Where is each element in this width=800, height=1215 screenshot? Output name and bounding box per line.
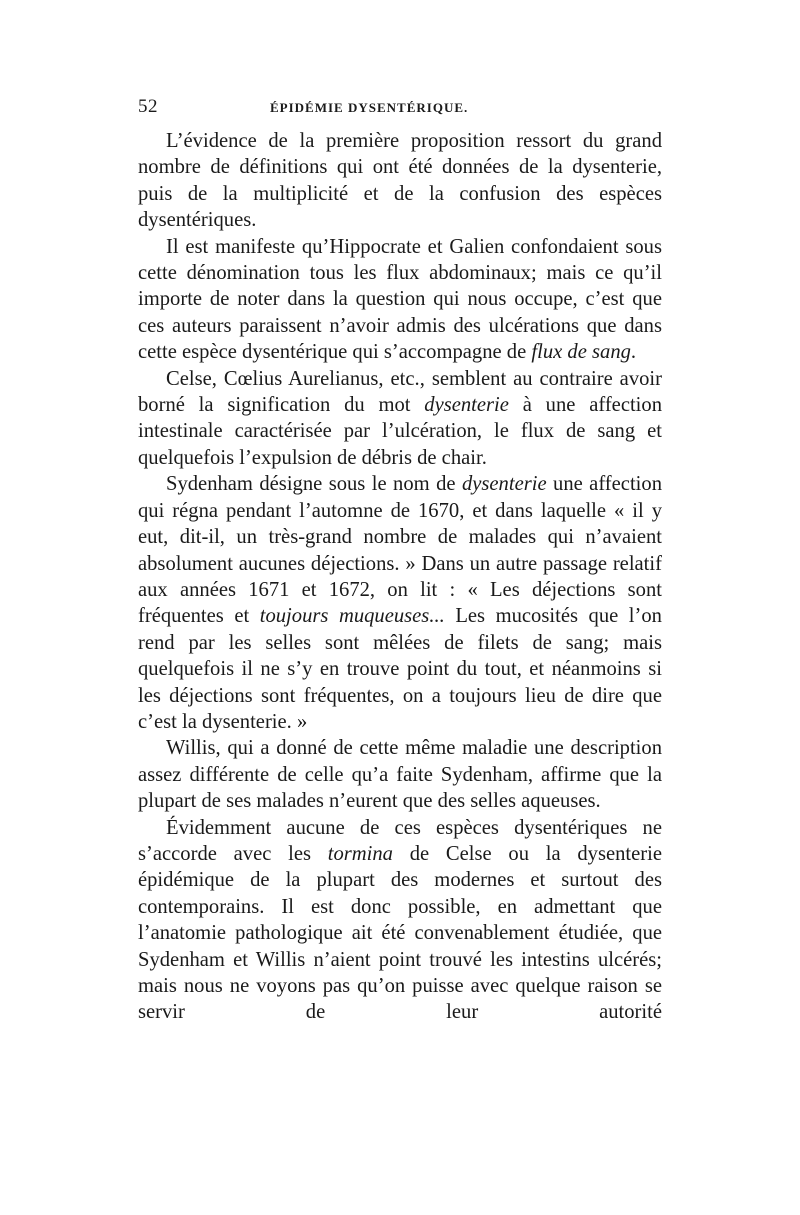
running-header: [138, 96, 662, 122]
page-number: 52: [138, 96, 158, 117]
paragraph-text: L’évidence de la première proposition ressort du grand nombre de définitions qui ont été données de la dysenterie, puis de la multiplicité et de la confusion des espèces dysentériques.: [138, 130, 662, 232]
paragraph-text: de Celse ou la dysenterie épidémique de la plupart des modernes et surtout des contemporains. Il est donc possible, en admettant que l’anatomie pathologique ait été convenablement étudiée, que Sydenham et Willis n’aient point trouvé les intestins ulcérés; mais nous ne voyons pas qu’on puisse avec quelque raison se servir de leur autorité: [138, 842, 662, 1024]
paragraph-text: Willis, qui a donné de cette même maladie une description assez différente de celle qu’a faite Sydenham, affirme que la plupart de ses malades n’eurent que des selles aqueuses.: [138, 737, 662, 813]
paragraph-2: [138, 234, 662, 366]
paragraph-text: à une affection intestinale caractérisée par l’ulcération, le flux de sang et quelquefois l’expulsion de débris de chair.: [138, 394, 662, 469]
paragraph-6: [138, 815, 662, 1026]
italic-phrase: toujours muqueuses...: [259, 605, 445, 628]
paragraph-text: Celse, Cœlius Aurelianus, etc., semblent au contraire avoir borné la signification du mot: [138, 367, 662, 417]
paragraph-text: Il est manifeste qu’Hippocrate et Galien confondaient sous cette dénomination tous les flux abdominaux; mais ce qu’il importe de noter dans la question qui nous occupe, c’est que ces auteurs paraissent n’avoir admis des ulcérations que dans cette espèce dysentérique qui s’accompagne de: [138, 235, 662, 364]
paragraph-3: [138, 366, 662, 472]
paragraph-text: Évidemment aucune de ces espèces dysentériques ne s’accorde avec les: [138, 816, 662, 865]
running-title: ÉPIDÉMIE DYSENTÉRIQUE.: [270, 100, 469, 115]
paragraph-text: Les mucosités que l’on rend par les selles sont mêlées de filets de sang; mais quelquefois il ne s’y en trouve point du tout, et néanmoins si les déjections sont fréquentes, on a toujours lieu de dire que c’est la dysenterie. »: [138, 605, 662, 733]
body-text: [138, 128, 662, 1026]
italic-phrase: flux de sang: [531, 341, 631, 364]
italic-word: dysenterie: [461, 473, 547, 496]
paragraph-5: [138, 735, 662, 814]
paragraph-text: une affection qui régna pendant l’automne de 1670, et dans laquelle « il y eut, dit-il, un très-grand nombre de malades qui n’avaient absolument aucunes déjections. » Dans un autre passage relatif aux années 1671 et 1672, on lit : « Les déjections sont fréquentes et: [138, 473, 662, 628]
paragraph-text: Sydenham désigne sous le nom de: [166, 473, 462, 496]
paragraph-text: .: [630, 341, 637, 364]
paragraph-1: [138, 128, 662, 234]
book-page: [138, 96, 662, 1026]
italic-word: dysenterie: [424, 394, 509, 417]
paragraph-4: [138, 471, 662, 735]
italic-word: tormina: [327, 842, 393, 865]
